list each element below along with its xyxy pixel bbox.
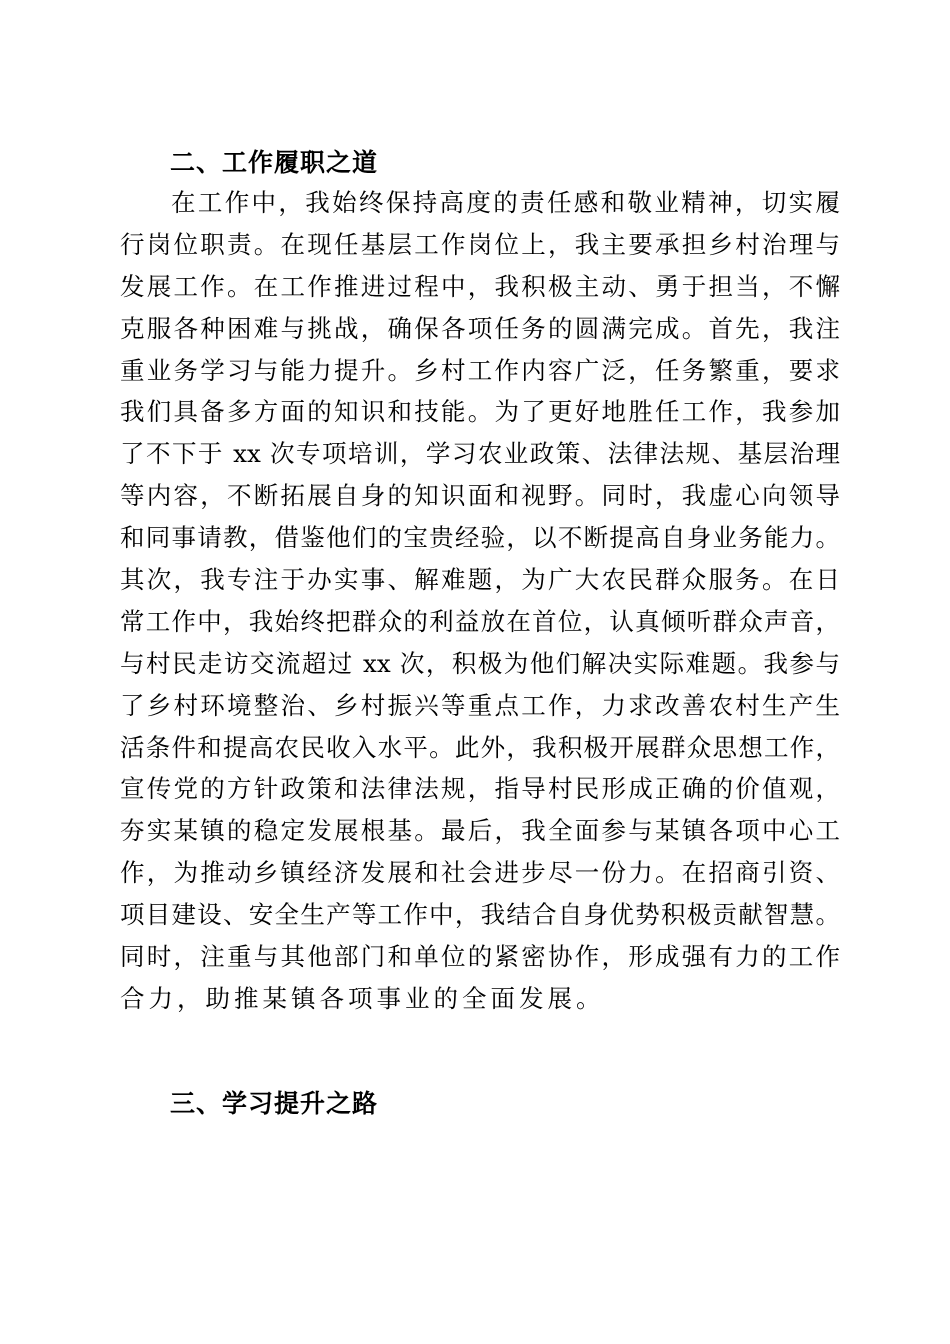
paragraph-line: 常工作中，我始终把群众的利益放在首位，认真倾听群众声音， — [120, 606, 840, 636]
paragraph-line: 等内容，不断拓展自身的知识面和视野。同时，我虚心向领导 — [120, 481, 840, 511]
section-heading-learning: 三、学习提升之路 — [170, 1089, 379, 1118]
section-heading-work-duties: 二、工作履职之道 — [170, 148, 379, 177]
paragraph-line: 项目建设、安全生产等工作中，我结合自身优势积极贡献智慧。 — [120, 900, 840, 930]
paragraph-line: 合力，助推某镇各项事业的全面发展。 — [120, 983, 605, 1013]
paragraph-line: 了乡村环境整治、乡村振兴等重点工作，力求改善农村生产生 — [120, 690, 840, 720]
paragraph-line: 作，为推动乡镇经济发展和社会进步尽一份力。在招商引资、 — [120, 858, 840, 888]
paragraph-line: 活条件和提高农民收入水平。此外，我积极开展群众思想工作， — [120, 732, 840, 762]
paragraph-line: 其次，我专注于办实事、解难题，为广大农民群众服务。在日 — [120, 565, 840, 595]
paragraph-line: 与村民走访交流超过 xx 次，积极为他们解决实际难题。我参与 — [120, 648, 840, 678]
paragraph-line: 重业务学习与能力提升。乡村工作内容广泛，任务繁重，要求 — [120, 355, 840, 385]
paragraph-line: 发展工作。在工作推进过程中，我积极主动、勇于担当，不懈 — [120, 271, 840, 301]
paragraph-line: 克服各种困难与挑战，确保各项任务的圆满完成。首先，我注 — [120, 313, 840, 343]
paragraph-line: 宣传党的方针政策和法律法规，指导村民形成正确的价值观， — [120, 774, 840, 804]
paragraph-line: 行岗位职责。在现任基层工作岗位上，我主要承担乡村治理与 — [120, 229, 840, 259]
section-body-work-duties — [120, 182, 840, 1020]
paragraph-line: 和同事请教，借鉴他们的宝贵经验，以不断提高自身业务能力。 — [120, 523, 840, 553]
paragraph-line: 同时，注重与其他部门和单位的紧密协作，形成强有力的工作 — [120, 942, 840, 972]
paragraph-line: 我们具备多方面的知识和技能。为了更好地胜任工作，我参加 — [120, 397, 840, 427]
paragraph-line: 在工作中，我始终保持高度的责任感和敬业精神，切实履 — [171, 188, 840, 217]
paragraph-line: 了不下于 xx 次专项培训，学习农业政策、法律法规、基层治理 — [120, 439, 840, 469]
paragraph-line: 夯实某镇的稳定发展根基。最后，我全面参与某镇各项中心工 — [120, 816, 840, 846]
